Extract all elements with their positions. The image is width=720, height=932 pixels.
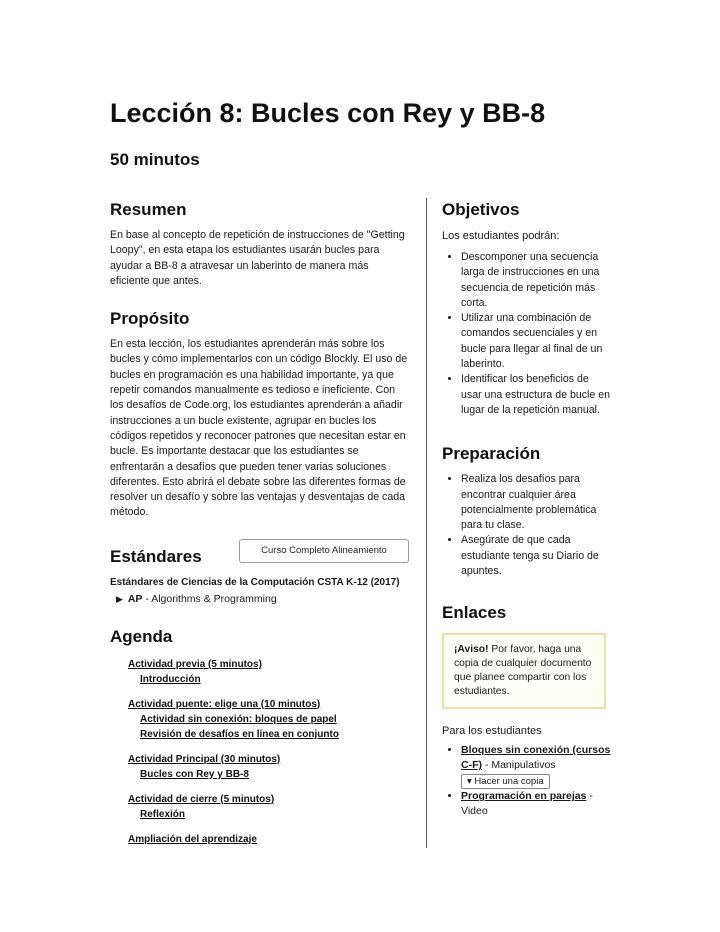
links-heading: Enlaces [442,603,507,623]
agenda-link-extended-learning[interactable]: Ampliación del aprendizaje [128,833,257,845]
purpose-text: En esta lección, los estudiantes aprenderán más sobre los bucles y cómo implementarlos con un código Blockly. El uso de bucles en programación es una habilidad importante, ya que repetir comandos manualmente es tedioso e ineficiente. Con los desafíos de Code.org, los estudiantes aprenderán a añadir instrucciones a un bucle existente, agrupar en bucles los códigos repetidos y reconocer patrones que necesitan estar en bucle. Es importante destacar que los estudiantes se enfrentarán a desafíos que pueden tener varias soluciones diferentes. Esto abrirá el debate sobre las diferentes formas de resolver un desafío y sobre las ventajas y desventajas de cada método. [110,338,408,519]
make-copy-label: Hacer una copia [474,776,544,788]
standards-header [110,539,410,573]
standards-framework: Estándares de Ciencias de la Computación CSTA K-12 (2017) [110,576,400,588]
make-copy-button[interactable] [461,774,550,789]
right-column [442,200,612,819]
standards-heading: Estándares [110,546,202,566]
summary-heading: Resumen [110,200,187,219]
standards-section [110,539,410,605]
agenda-group [128,832,410,847]
notice-label: ¡Aviso! [454,644,489,656]
column-divider [426,198,427,848]
agenda-group [128,792,410,822]
objectives-heading: Objetivos [442,200,520,219]
purpose-section [110,309,410,521]
link-pair-programming[interactable]: Programación en parejas [461,790,587,803]
agenda-link-loops-rey-bb8[interactable]: Bucles con Rey y BB-8 [140,768,249,780]
agenda-group [128,657,410,687]
link-unplugged-blocks[interactable]: Bloques sin conexión (cursos C-F) [461,744,611,772]
agenda-link-online-review[interactable]: Revisión de desafíos en línea en conjunto [140,728,339,740]
agenda-link-unplugged-blocks[interactable]: Actividad sin conexión: bloques de papel [140,713,337,725]
standard-separator: - [142,592,152,605]
agenda-link-bridging[interactable]: Actividad puente: elige una (10 minutos) [128,698,321,710]
list-item: • Identificar los beneficios de usar una estructura de bucle en lugar de la repetición manual. [461,372,612,418]
caret-down-icon: ▾ [467,776,472,788]
objectives-list [442,250,612,418]
list-item [461,743,612,789]
agenda-link-introduction[interactable]: Introducción [140,673,201,685]
standard-label: Algorithms & Programming [151,592,277,605]
left-column [110,200,410,847]
preparation-heading: Preparación [442,444,541,464]
lesson-duration: 50 minutos [110,150,200,169]
link-suffix: - Video [461,790,593,818]
page-title: Lección 8: Bucles con Rey y BB-8 [110,98,546,128]
list-item: • Utilizar una combinación de comandos secuenciales y en bucle para llegar al final de un laberinto. [461,311,612,372]
agenda-link-wrap-up[interactable]: Actividad de cierre (5 minutos) [128,793,275,805]
notice-text: Por favor, haga una copia de cualquier documento que planee compartir con los estudiantes. [454,644,592,698]
agenda-link-warm-up[interactable]: Actividad previa (5 minutos) [128,658,262,670]
agenda-group [128,752,410,782]
agenda-heading: Agenda [110,626,173,646]
for-students-label: Para los estudiantes [442,725,542,738]
links-section [442,603,612,819]
list-item [461,789,612,819]
agenda-link-reflection[interactable]: Reflexión [140,808,186,820]
link-suffix: - Manipulativos [482,759,556,772]
objectives-section [442,200,612,418]
triangle-right-icon: ▶ [116,593,123,604]
summary-text: En base al concepto de repetición de instrucciones de "Getting Loopy", en esta etapa los estudiantes usarán bucles para ayudar a BB-8 a atravesar un laberinto de manera más eficiente que antes. [110,229,405,287]
agenda-section [110,627,410,847]
agenda-group [128,697,410,742]
list-item: • Realiza los desafíos para encontrar cualquier área potencialmente problemática para tu clase. [461,472,612,533]
notice-box [442,633,606,709]
preparation-list [442,472,612,579]
agenda-link-main-activity[interactable]: Actividad Principal (30 minutos) [128,753,281,765]
list-item: • Asegúrate de que cada estudiante tenga su Diario de apuntes. [461,533,612,579]
standard-item-ap[interactable] [116,593,410,605]
summary-section [110,200,410,289]
full-course-alignment-button[interactable]: Curso Completo Alineamiento [239,539,409,563]
student-links-list [442,743,612,819]
standard-code: AP [127,592,143,605]
purpose-heading: Propósito [110,309,190,329]
list-item: • Descomponer una secuencia larga de instrucciones en una secuencia de repetición más corta. [461,250,612,311]
agenda-list [110,657,410,847]
objectives-lead: Los estudiantes podrán: [442,230,560,242]
preparation-section [442,444,612,579]
